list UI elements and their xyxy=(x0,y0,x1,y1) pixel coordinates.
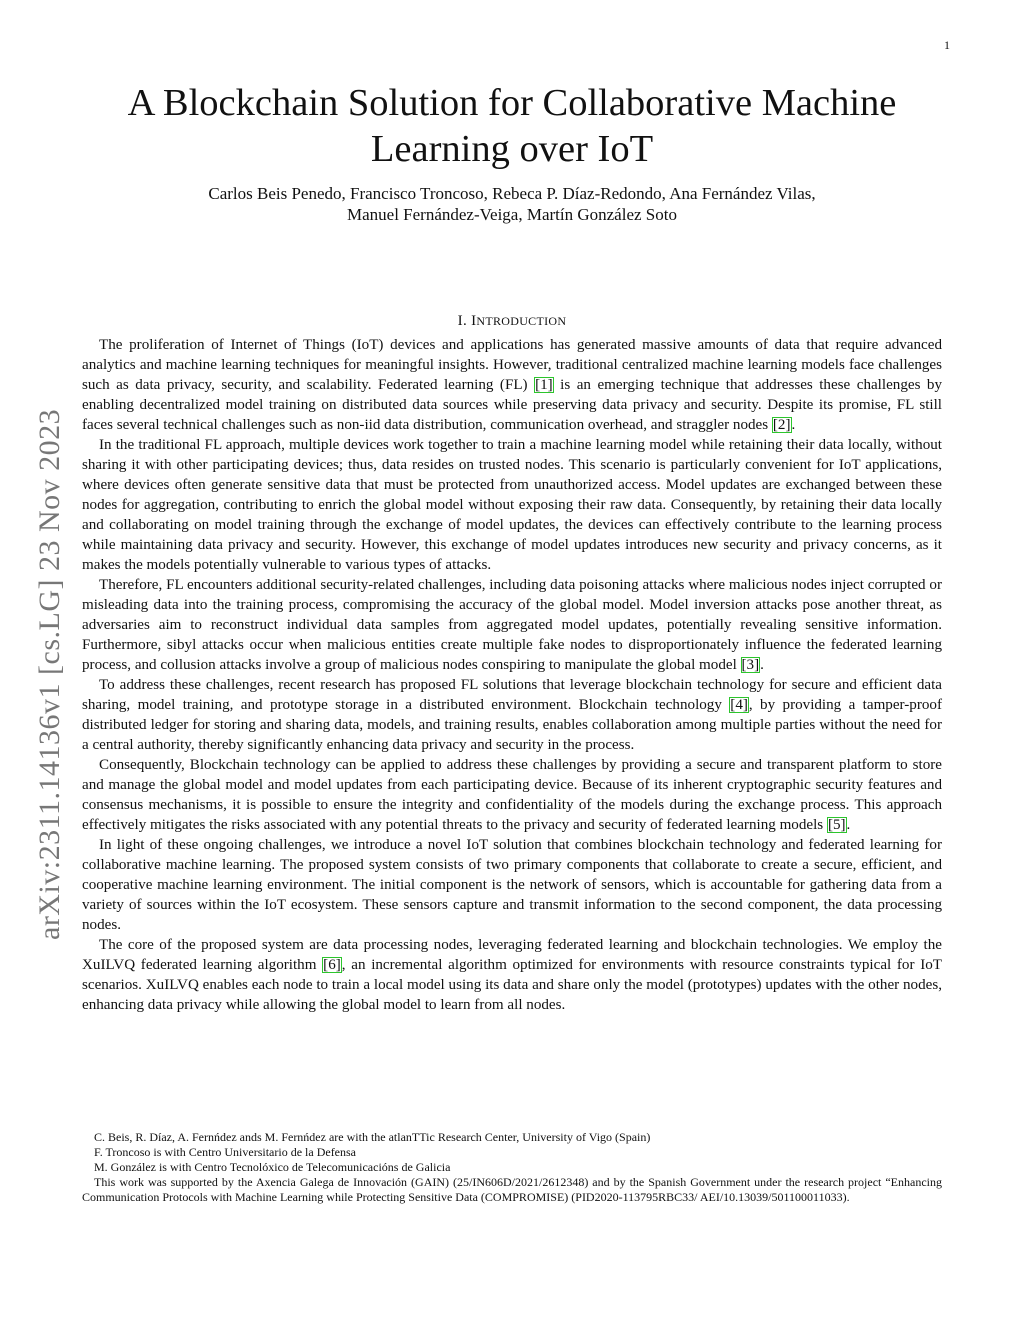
paragraph-text: The core of the proposed system are data processing nodes, leveraging federated learning and blockchain technologies. We employ the XuILVQ federated learning algorithm xyxy=(82,937,942,973)
footnote-affiliation-1: C. Beis, R. Díaz, A. Fernńdez ands M. Fernńdez are with the atlanTTic Research Center, University of Vigo (Spain) xyxy=(94,1130,651,1144)
paragraph-text: The proliferation of Internet of Things (IoT) devices and applications has generated massive amounts of data that require advanced analytics and machine learning techniques for meaningful insights. However, traditional centralized machine learning models face challenges such as data privacy, security, and scalability. Federated learning (FL) xyxy=(82,337,942,393)
paragraph-2: In the traditional FL approach, multiple devices work together to train a machine learning model while retaining their data locally, without sharing it with other participating devices; thus, data resides on trusted nodes. This scenario is particularly convenient for IoT applications, where devices often generate sensitive data that must be protected from unauthorized access. Model updates are exchanged between these nodes for aggregation, contributing to enrich the global model without exposing their raw data. Consequently, by retaining their data locally and collaborating on model training through the exchange of model updates, the devices can effectively contribute to the learning process while maintaining data privacy and security. However, this exchange of model updates introduces new security and privacy concerns, as it makes the models potentially vulnerable to various types of attacks. xyxy=(82,437,942,573)
paragraph-text: Therefore, FL encounters additional security-related challenges, including data poisoning attacks where malicious nodes inject corrupted or misleading data into the training process, compromising the accuracy of the global model. Model inversion attacks pose another threat, as adversaries aim to reconstruct individual data samples from aggregated model updates, potentially revealing sensitive information. Furthermore, sibyl attacks occur when malicious entities create multiple fake nodes to disproportionately influence the federated learning process, and collusion attacks involve a group of malicious nodes conspiring to manipulate the global model xyxy=(82,577,942,673)
footnote-funding: This work was supported by the Axencia Galega de Innovación (GAIN) (25/IN606D/2021/2612348) and by the Spanish Government under the research project “Enhancing Communication Protocols with Machine Learning while Protecting Sensitive Data (COMPROMISE) (PID2020-113795RBC33/ AEI/10.13039/501100011033). xyxy=(82,1175,942,1204)
paragraph-5 xyxy=(82,755,942,835)
section-title-initial: I xyxy=(471,313,477,329)
section-title-rest: NTRODUCTION xyxy=(476,314,567,328)
paragraph-4 xyxy=(82,675,942,755)
citation-link-4[interactable]: [4] xyxy=(730,697,748,713)
footnote-affiliation-3: M. González is with Centro Tecnolóxico de Telecomunicacións de Galicia xyxy=(94,1160,451,1174)
section-number: I. xyxy=(457,313,472,329)
paragraph-text: . xyxy=(791,417,796,433)
citation-link-5[interactable]: [5] xyxy=(827,817,846,833)
paragraph-text: , by providing a tamper-proof distributed ledger for storing and sharing data, models, and training results, enables collaboration among multiple parties without the need for a central authority, thereby significantly enhancing data privacy and security in the process. xyxy=(82,697,943,753)
author-line-2: Manuel Fernández-Veiga, Martín González Soto xyxy=(347,205,677,224)
footnotes xyxy=(82,1130,942,1205)
footnote-affiliation-2: F. Troncoso is with Centro Universitario de la Defensa xyxy=(94,1145,357,1159)
introduction-body xyxy=(82,335,942,1015)
author-line-1: Carlos Beis Penedo, Francisco Troncoso, Rebeca P. Díaz-Redondo, Ana Fernández Vilas, xyxy=(208,184,816,203)
citation-link-1[interactable]: [1] xyxy=(535,377,553,393)
paragraph-text: is an emerging technique that addresses these challenges by enabling decentralized model training on distributed data sources while preserving data privacy and security. Despite its promise, FL still faces several technical challenges such as non-iid data distribution, communication overhead, and straggler nodes xyxy=(82,377,943,433)
author-list xyxy=(82,183,942,225)
paragraph-7 xyxy=(82,935,942,1015)
section-heading-introduction xyxy=(82,311,942,331)
paragraph-1 xyxy=(82,335,942,435)
citation-link-2[interactable]: [2] xyxy=(772,417,791,433)
paragraph-6: In light of these ongoing challenges, we introduce a novel IoT solution that combines blockchain technology and federated learning for collaborative machine learning. The proposed system consists of two primary components that collaborate to create a secure, efficient, and cooperative machine learning environment. The initial component is the network of sensors, which is accountable for gathering data from a variety of sources within the IoT ecosystem. These sensors capture and transmit information to the second component, the data processing nodes. xyxy=(82,837,942,933)
paper-title: A Blockchain Solution for Collaborative Machine Learning over IoT xyxy=(127,82,897,170)
page-number: 1 xyxy=(944,38,950,52)
paragraph-text: . xyxy=(846,817,851,833)
paragraph-text: Consequently, Blockchain technology can be applied to address these challenges by providing a secure and transparent platform to store and manage the global model and model updates from each participating device. Because of its inherent cryptographic security features and consensus mechanisms, it is possible to ensure the integrity and confidentiality of the models during the exchange process. This approach effectively mitigates the risks associated with any potential threats to the privacy and security of federated learning models xyxy=(82,757,942,833)
paragraph-text: . xyxy=(760,657,764,673)
paragraph-text: To address these challenges, recent research has proposed FL solutions that leverage blockchain technology for secure and efficient data sharing, model training, and prototype storage in a distributed environment. Blockchain technology xyxy=(82,677,942,713)
paragraph-text: , an incremental algorithm optimized for environments with resource constraints typical for IoT scenarios. XuILVQ enables each node to train a local model using its data and share only the model (prototypes) updates with the other nodes, enhancing data privacy while allowing the global model to learn from all nodes. xyxy=(82,957,942,1013)
paragraph-3 xyxy=(82,575,942,675)
arxiv-identifier-stamp: arXiv:2311.14136v1 [cs.LG] 23 Nov 2023 xyxy=(33,408,66,940)
citation-link-3[interactable]: [3] xyxy=(741,657,760,673)
citation-link-6[interactable]: [6] xyxy=(323,957,341,973)
